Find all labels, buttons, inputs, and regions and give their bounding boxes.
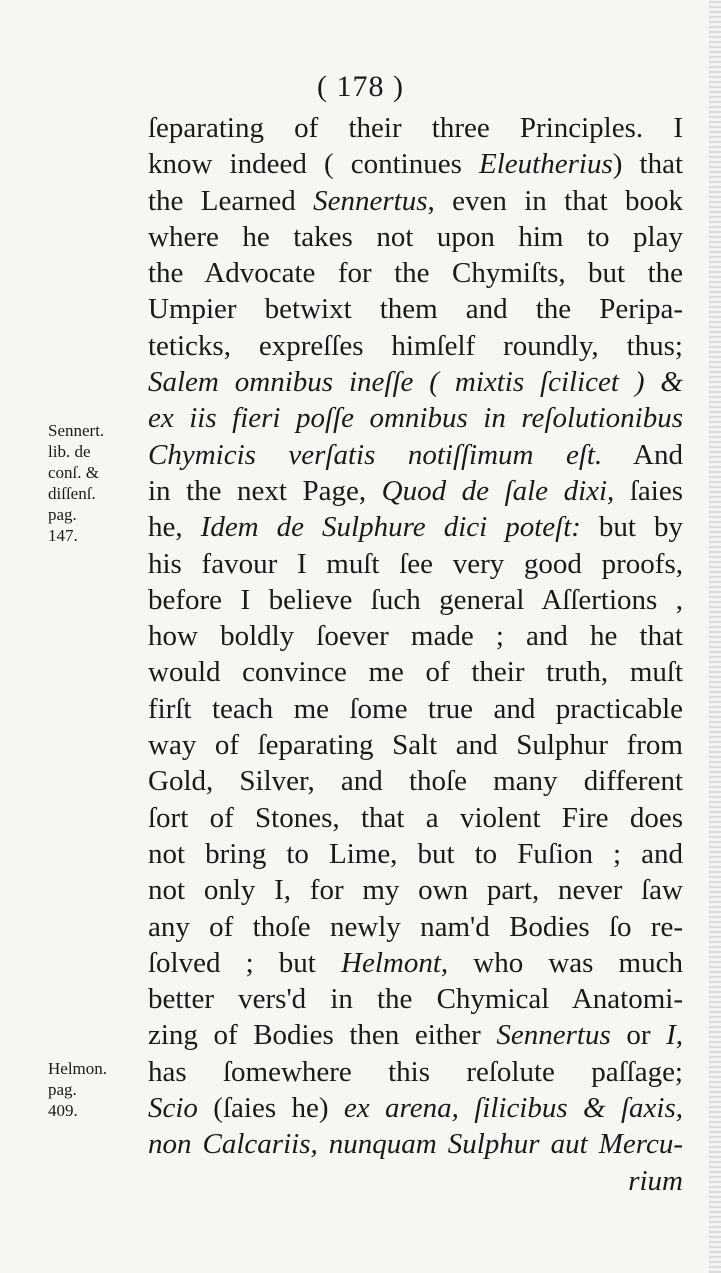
roman-text: way of ſeparating Salt and Sulphur from	[148, 729, 683, 762]
roman-text: zing of Bodies then either	[148, 1019, 497, 1052]
roman-text: he,	[148, 511, 201, 544]
margin-note-line: diſſenſ.	[48, 484, 96, 503]
italic-text: Sennertus	[313, 184, 428, 217]
roman-text: how boldly ſoever made ; and he that	[148, 620, 683, 653]
text-line	[148, 437, 683, 473]
margin-note-line: 409.	[48, 1101, 78, 1120]
roman-text: (ſaies he)	[197, 1092, 344, 1125]
text-line	[148, 1126, 683, 1162]
roman-text: before I believe ſuch general Aſſertions ,	[148, 583, 683, 616]
text-line	[148, 618, 683, 654]
page-number: ( 178 )	[317, 70, 404, 103]
roman-text: who was much	[448, 946, 683, 979]
text-line	[148, 763, 683, 799]
text-line	[148, 110, 683, 146]
margin-note-line: Helmon.	[48, 1059, 108, 1078]
italic-text: non Calcariis, nunquam Sulphur aut Mercu-	[148, 1128, 683, 1161]
roman-text: , even in that book	[427, 184, 683, 217]
text-line	[148, 255, 683, 291]
margin-note-line: Sennert.	[48, 421, 105, 440]
text-line	[148, 1017, 683, 1053]
roman-text: would convince me of their truth, muſt	[148, 656, 683, 689]
text-line	[148, 219, 683, 255]
italic-text: Helmont,	[341, 946, 449, 979]
roman-text: ſeparating of their three Principles. I	[148, 112, 683, 144]
roman-text: where he takes not upon him to play	[148, 220, 683, 253]
text-line	[148, 400, 683, 436]
text-line	[148, 800, 683, 836]
text-line	[148, 872, 683, 908]
text-line	[148, 364, 683, 400]
margin-note-line: lib. de	[48, 442, 91, 461]
roman-text: any of thoſe newly nam'd Bodies ſo re-	[148, 910, 683, 943]
text-line	[148, 183, 683, 219]
roman-text: ſolved ; but	[148, 946, 341, 979]
roman-text: ſaies	[614, 474, 683, 507]
roman-text: the Advocate for the Chymiſts, but the	[148, 257, 683, 290]
text-line	[148, 509, 683, 545]
margin-note-line: 147.	[48, 526, 78, 545]
text-line	[148, 582, 683, 618]
roman-text: firſt teach me ſome true and practicable	[148, 692, 683, 725]
roman-text: but by	[580, 511, 684, 544]
italic-text: Chymicis verſatis notiſſimum eſt.	[148, 438, 603, 471]
margin-note-line: pag.	[48, 1080, 77, 1099]
text-line	[148, 291, 683, 327]
roman-text: his favour I muſt ſee very good proofs,	[148, 547, 683, 580]
page-edge-decoration	[709, 0, 721, 1273]
text-line	[148, 1090, 683, 1126]
roman-text: And	[602, 438, 684, 471]
roman-text: teticks, expreſſes himſelf roundly, thus;	[148, 329, 683, 362]
roman-text: Umpier betwixt them and the Peripa-	[148, 293, 683, 326]
margin-note-line: pag.	[48, 505, 77, 524]
text-line	[148, 473, 683, 509]
margin-note-helmont	[48, 1058, 148, 1121]
roman-text: Gold, Silver, and thoſe many different	[148, 765, 683, 798]
italic-text: I,	[666, 1019, 683, 1052]
roman-text: the Learned	[148, 184, 314, 217]
italic-text: Idem de Sulphure dici poteſt:	[200, 511, 581, 544]
text-line	[148, 691, 683, 727]
text-line	[148, 654, 683, 690]
italic-text: Scio	[148, 1092, 198, 1125]
italic-text: Quod de ſale dixi,	[381, 474, 615, 507]
roman-text: has ſomewhere this reſolute paſſage;	[148, 1055, 683, 1088]
italic-text: rium	[628, 1164, 683, 1197]
roman-text: ſort of Stones, that a violent Fire does	[148, 801, 683, 834]
italic-text: ex arena, ſilicibus & ſaxis,	[343, 1092, 683, 1125]
text-line	[148, 328, 683, 364]
italic-text: Salem omnibus ineſſe ( mixtis ſcilicet ) &	[148, 366, 683, 399]
roman-text: ) that	[612, 148, 683, 181]
text-line	[148, 1054, 683, 1090]
italic-text: Sennertus	[496, 1019, 611, 1052]
body-text	[148, 110, 683, 1199]
italic-text: ex iis fieri poſſe omnibus in reſolutionibus	[148, 402, 683, 435]
roman-text: not only I, for my own part, never ſaw	[148, 874, 683, 907]
margin-note-line: conſ. &	[48, 463, 99, 482]
margin-note-sennert	[48, 420, 148, 546]
text-line	[148, 727, 683, 763]
roman-text: or	[610, 1019, 667, 1052]
text-line	[148, 546, 683, 582]
roman-text: in the next Page,	[148, 474, 382, 507]
text-line	[148, 909, 683, 945]
roman-text: not bring to Lime, but to Fuſion ; and	[148, 837, 683, 870]
roman-text: better vers'd in the Chymical Anatomi-	[148, 983, 683, 1016]
text-line	[148, 836, 683, 872]
text-line	[148, 1163, 683, 1199]
italic-text: Eleutherius	[479, 148, 613, 181]
text-line	[148, 146, 683, 182]
roman-text: know indeed ( continues	[148, 148, 480, 181]
text-line	[148, 981, 683, 1017]
text-line	[148, 945, 683, 981]
